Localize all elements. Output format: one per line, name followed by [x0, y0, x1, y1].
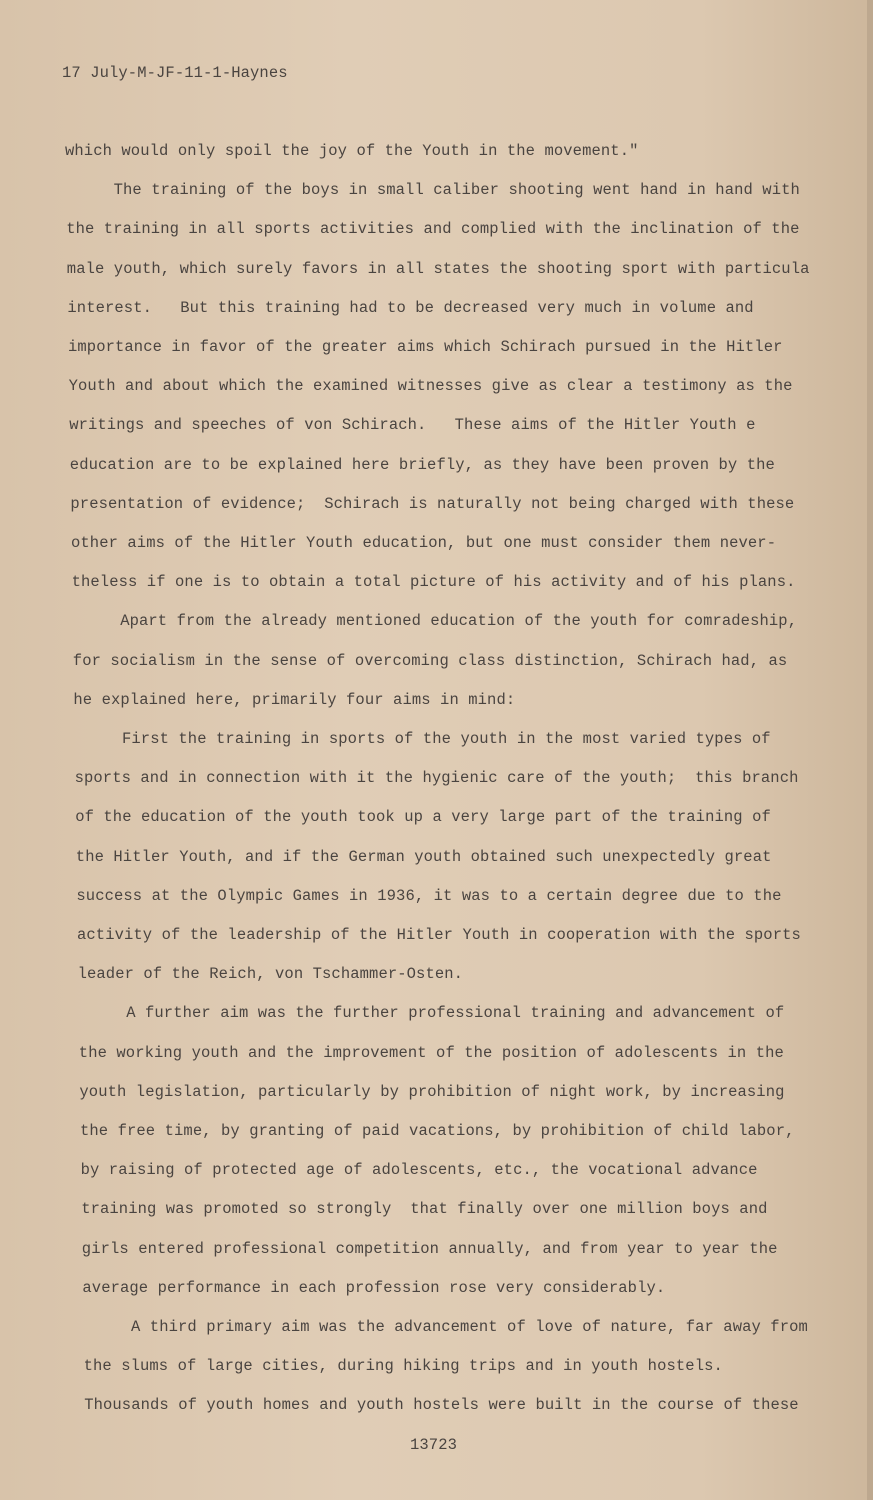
text-line: A further aim was the further professional training and advancement of: [126, 1004, 785, 1023]
text-line: sports and in connection with it the hygienic care of the youth; this branch: [74, 769, 799, 788]
text-line: the working youth and the improvement of the position of adolescents in the: [78, 1043, 784, 1062]
text-line: for socialism in the sense of overcoming class distinction, Schirach had, as: [72, 651, 788, 670]
text-line: the free time, by granting of paid vacations, by prohibition of child labor,: [80, 1122, 795, 1140]
text-line: Youth and about which the examined witnesses give as clear a testimony as the: [68, 377, 793, 396]
text-line: he explained here, primarily four aims in mind:: [73, 690, 516, 709]
text-line: success at the Olympic Games in 1936, it was to a certain degree due to the: [76, 886, 782, 905]
text-line: male youth, which surely favors in all states the shooting sport with particula: [66, 259, 810, 278]
text-line: average performance in each profession rose very considerably.: [82, 1278, 666, 1297]
text-line: presentation of evidence; Schirach is naturally not being charged with these: [70, 494, 795, 513]
text-line: Apart from the already mentioned education of the youth for comradeship,: [120, 612, 798, 631]
page-number: 13723: [410, 1436, 458, 1454]
text-line: A third primary aim was the advancement of love of nature, far away from: [131, 1318, 808, 1336]
text-line: the slums of large cities, during hiking trips and in youth hostels.: [83, 1357, 723, 1376]
paper-edge: [867, 0, 873, 1500]
text-line: importance in favor of the greater aims which Schirach pursued in the Hitler: [68, 338, 783, 356]
text-line: writings and speeches of von Schirach. These aims of the Hitler Youth e: [69, 416, 756, 435]
text-line: The training of the boys in small caliber shooting went hand in hand with: [113, 181, 800, 200]
text-line: which would only spoil the joy of the Youth in the movement.": [65, 142, 639, 160]
text-line: by raising of protected age of adolescents, etc., the vocational advance: [80, 1161, 758, 1180]
text-line: of the education of the youth took up a very large part of the training of: [75, 808, 771, 827]
text-line: youth legislation, particularly by prohibition of night work, by increasing: [79, 1082, 785, 1101]
text-line: girls entered professional competition annually, and from year to year the: [81, 1239, 778, 1258]
text-line: education are to be explained here briefly, as they have been proven by the: [69, 455, 775, 474]
text-line: activity of the leadership of the Hitler Youth in cooperation with the sports: [77, 926, 801, 944]
text-line: training was promoted so strongly that finally over one million boys and: [81, 1200, 768, 1219]
text-line: First the training in sports of the youth in the most varied types of: [122, 730, 771, 748]
text-line: Thousands of youth homes and youth hostels were built in the course of these: [84, 1396, 799, 1415]
text-line: leader of the Reich, von Tschammer-Osten.: [77, 965, 464, 984]
page-header: 17 July-M-JF-11-1-Haynes: [62, 64, 288, 82]
text-line: other aims of the Hitler Youth education, but one must consider them never-: [71, 534, 777, 552]
text-line: the training in all sports activities and complied with the inclination of the: [66, 220, 800, 239]
text-line: theless if one is to obtain a total picture of his activity and of his plans.: [71, 573, 796, 592]
text-line: interest. But this training had to be decreased very much in volume and: [67, 298, 754, 317]
text-line: the Hitler Youth, and if the German youth obtained such unexpectedly great: [75, 847, 772, 866]
